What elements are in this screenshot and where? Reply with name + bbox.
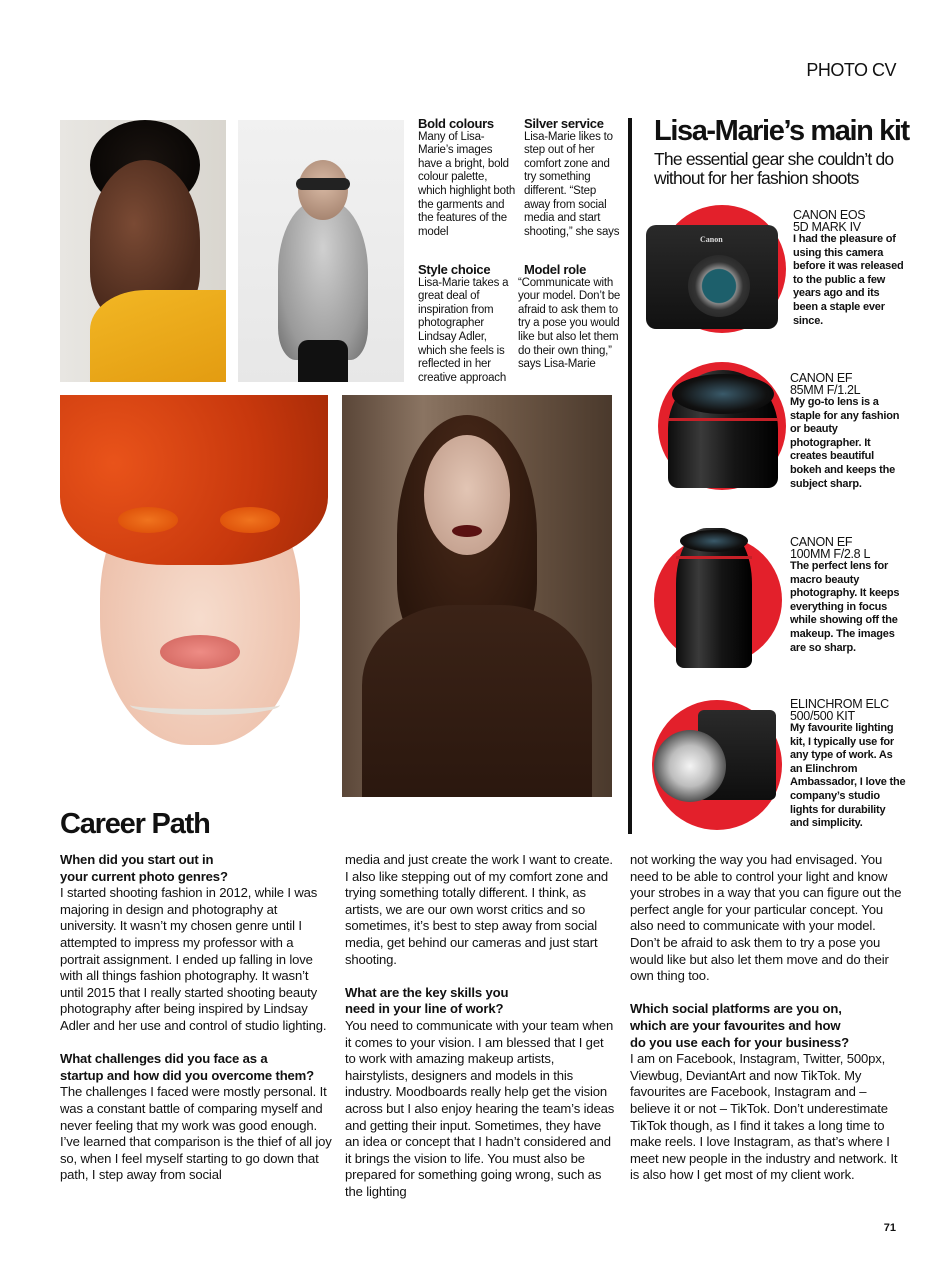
caption-silver-service <box>524 117 624 239</box>
photo-lips-shape <box>452 525 482 537</box>
kit-item-canon-ef-100mm <box>640 528 910 668</box>
section-label: PHOTO CV <box>806 60 896 80</box>
kit-item-name-line2: 100MM F/2.8 L <box>790 547 871 561</box>
photo-eye-makeup-left <box>118 507 178 533</box>
kit-item-name <box>790 698 906 722</box>
flash-reflector <box>654 730 726 802</box>
caption-body: “Communicate with your model. Don’t be afraid to ask them to try a pose you would like but also let them do their own thing,” says Lisa-Marie <box>518 276 621 371</box>
caption-model-role <box>518 263 622 372</box>
question-line: What challenges did you face as a <box>60 1051 268 1067</box>
kit-item-name-line1: ELINCHROM ELC <box>790 697 889 711</box>
question-line: When did you start out in <box>60 852 214 867</box>
caption-body: Lisa-Marie takes a great deal of inspiration from photographer Lindsay Adler, which she feels is reflected in her creative approach <box>418 276 509 384</box>
kit-item-description: My go-to lens is a staple for any fashion or beauty photographer. It creates beautiful bokeh and keeps the subject sharp. <box>790 396 900 490</box>
lens-front-element <box>680 530 748 552</box>
career-path-title: Career Path <box>60 808 210 840</box>
kit-item-name <box>790 372 902 396</box>
kit-item-description: I had the pleasure of using this camera before it was released to the public a few years ago and its been a staple ever since. <box>793 233 904 327</box>
question-line: need in your line of work? <box>345 1001 504 1017</box>
kit-item-canon-eos-5d <box>640 205 910 335</box>
caption-style-choice <box>418 263 518 385</box>
photo-eye-makeup-right <box>220 507 280 533</box>
photo-jacket-shape <box>362 605 592 797</box>
photo-portrait-yellow-dress <box>60 120 226 382</box>
answer-text: I started shooting fashion in 2012, while I was majoring in design and photography at university. It wasn’t my chosen genre until I attempted to impress my professor with a portrait assignment. I ended up falling in love with all things fashion photography. It wasn’t until 2015 that I really started shooting beauty photography after being inspired by Lindsay Adler and her use and control of studio lighting. <box>60 885 327 1033</box>
photo-dress-shape <box>90 290 226 382</box>
kit-subtitle: The essential gear she couldn’t do without for her fashion shoots <box>654 149 894 188</box>
answer-text: The challenges I faced were mostly personal. It was a constant battle of comparing myself and never feeling that my work was good enough. I’ve learned that comparison is the thief of all joy so, when I feel myself starting to go down that path, I step away from social <box>60 1084 332 1183</box>
photo-floral-headpiece-shape <box>60 395 328 565</box>
caption-body: Many of Lisa-Marie’s images have a bright, bold colour palette, which highlight both the garments and the features of the model <box>418 130 516 238</box>
answer-text: not working the way you had envisaged. You need to be able to control your light and know your strobes in a way that you can figure out the perfect angle for your particular concept. You also need to communicate with your model. Don’t be afraid to ask them to try a pose you would like but also let them move and do their own thing too. <box>630 852 902 984</box>
caption-body: Lisa-Marie likes to step out of her comfort zone and try something different. “Step away from social media and start shooting,” she says <box>524 130 620 238</box>
question-line: do you use each for your business? <box>630 1034 849 1050</box>
lens-red-ring <box>676 556 752 559</box>
camera-icon <box>646 225 778 329</box>
question-line: Which social platforms are you on, <box>630 1001 842 1017</box>
photo-lips-shape <box>160 635 240 669</box>
photo-face-shape <box>424 435 510 555</box>
kit-item-name-line2: 500/500 KIT <box>790 709 855 723</box>
macro-lens-icon <box>676 528 752 668</box>
page-number: 71 <box>883 1222 896 1234</box>
photo-head-shape <box>298 160 348 220</box>
kit-item-name-line1: CANON EF <box>790 371 853 385</box>
question-line: which are your favourites and how <box>630 1017 841 1033</box>
caption-title: Model role <box>524 262 587 277</box>
question-line: What are the key skills you <box>345 984 509 1000</box>
question-line: startup and how did you overcome them? <box>60 1067 315 1083</box>
kit-item-description: The perfect lens for macro beauty photography. It keeps everything in focus while showing off the makeup. The images are so sharp. <box>790 560 900 654</box>
kit-divider <box>628 118 632 834</box>
kit-item-name-line2: 5D MARK IV <box>793 220 861 234</box>
photo-portrait-silver-body-paint <box>238 120 404 382</box>
question-heading <box>345 985 617 1018</box>
photo-portrait-orange-flowers <box>60 395 328 797</box>
question-heading <box>60 852 332 885</box>
kit-item-elinchrom-elc <box>640 692 910 832</box>
article-column-3 <box>630 852 902 1184</box>
photo-sunglasses-shape <box>296 178 350 190</box>
camera-brand-label: Canon <box>700 235 723 244</box>
lens-red-ring <box>668 418 778 421</box>
question-line: your current photo genres? <box>60 868 228 884</box>
lens-icon <box>668 370 778 488</box>
question-heading <box>60 1051 332 1084</box>
caption-title: Style choice <box>418 262 491 277</box>
kit-item-name <box>793 209 905 233</box>
caption-title: Bold colours <box>418 116 494 131</box>
kit-item-name <box>790 536 902 560</box>
photo-body-shape <box>278 200 368 360</box>
photo-collar-shape <box>130 695 280 715</box>
question-heading <box>630 1001 902 1051</box>
article-column-1 <box>60 852 332 1184</box>
studio-flash-icon <box>650 700 780 830</box>
photo-portrait-brown-blazer <box>342 395 612 797</box>
kit-item-name-line1: CANON EF <box>790 535 853 549</box>
kit-item-name-line1: CANON EOS <box>793 208 866 222</box>
caption-bold-colours <box>418 117 518 239</box>
lens-front-element <box>672 374 774 414</box>
kit-item-description: My favourite lighting kit, I typically use for any type of work. As an Elinchrom Ambassador, I love the company’s studio lights for durability and simplicity. <box>790 722 906 830</box>
article-column-2 <box>345 852 617 1200</box>
kit-title: Lisa-Marie’s main kit <box>654 115 909 147</box>
answer-text: media and just create the work I want to create. I also like stepping out of my comfort zone and trying something totally different. I think, as artists, we are our own worst critics and so sometimes, it’s best to step away from social media, get behind our cameras and just start shooting. <box>345 852 613 967</box>
caption-title: Silver service <box>524 116 604 131</box>
answer-text: I am on Facebook, Instagram, Twitter, 500px, Viewbug, DeviantArt and now TikTok. My favourites are Facebook, Instagram and – believe it or not – TikTok. Don’t underestimate TikTok though, as I find it takes a long time to make reels. I love Instagram, as that’s where I meet new people in the industry and network. It is also how I get most of my client work. <box>630 1051 898 1183</box>
kit-item-canon-ef-85mm <box>640 362 910 492</box>
kit-item-name-line2: 85MM F/1.2L <box>790 383 861 397</box>
photo-shadow-shape <box>298 340 348 382</box>
answer-text: You need to communicate with your team when it comes to your vision. I am blessed that I get to work with amazing makeup artists, hairstylists, designers and models in this industry. Moodboards really help get the vision across but I also enjoy hearing the team’s ideas and getting their input. Sometimes, they have an idea or concept that I hadn’t considered and it brings the vision to life. You must also be prepared for something going wrong, such as the lighting <box>345 1017 615 1199</box>
camera-mount <box>688 255 750 317</box>
